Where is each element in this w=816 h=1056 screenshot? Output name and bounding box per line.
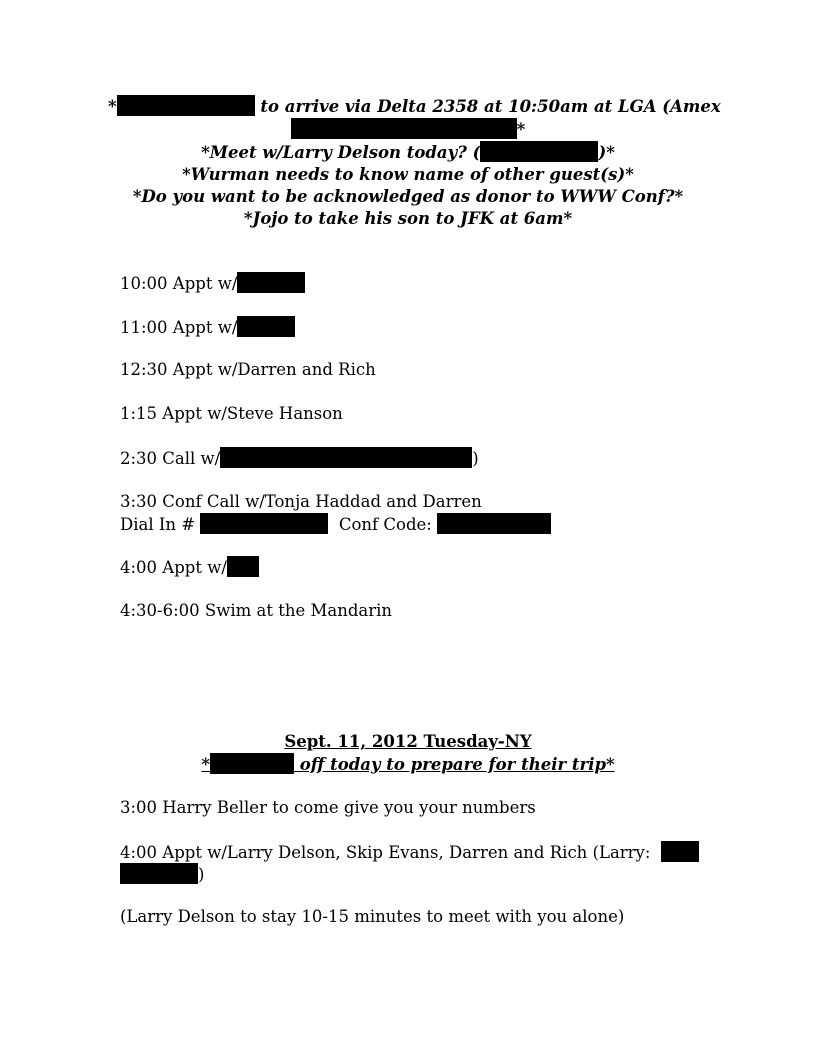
header-notes [108, 95, 721, 230]
redaction [117, 95, 255, 116]
redaction [120, 863, 198, 884]
day-title: Sept. 11, 2012 Tuesday-NY [284, 732, 532, 751]
schedule-item: 4:00 Appt w/ [120, 556, 259, 579]
redaction [237, 316, 295, 337]
schedule-item: 3:30 Conf Call w/Tonja Haddad and Darren [120, 492, 482, 511]
meet-larry-note: *Meet w/Larry Delson today? ( )* [201, 143, 615, 162]
redaction [291, 118, 517, 139]
schedule-item: 3:00 Harry Beller to come give you your numbers [120, 798, 536, 817]
day-note: * off today to prepare for their trip* [201, 755, 615, 774]
redaction [210, 753, 294, 774]
day-header [108, 731, 708, 776]
redaction [480, 141, 598, 162]
schedule-item: (Larry Delson to stay 10-15 minutes to meet with you alone) [120, 907, 625, 926]
redaction [200, 513, 328, 534]
schedule-item: 4:00 Appt w/Larry Delson, Skip Evans, Darren and Rich (Larry: [120, 841, 699, 864]
redaction [227, 556, 259, 577]
schedule-item: 11:00 Appt w/ [120, 316, 295, 339]
redaction [437, 513, 551, 534]
redaction [220, 447, 472, 468]
dial-in-line: Dial In # Conf Code: [120, 513, 551, 536]
donor-note: *Do you want to be acknowledged as donor to WWW Conf?* [132, 187, 684, 206]
schedule-item: 1:15 Appt w/Steve Hanson [120, 404, 343, 423]
wurman-note: *Wurman needs to know name of other guest(s)* [182, 165, 634, 184]
schedule-item: 2:30 Call w/ ) [120, 449, 479, 468]
redaction [661, 841, 699, 862]
schedule-item: 10:00 Appt w/ [120, 272, 305, 295]
schedule-item: 4:30-6:00 Swim at the Mandarin [120, 601, 393, 620]
redaction [237, 272, 305, 293]
arrival-note: * to arrive via Delta 2358 at 10:50am at LGA (Amex [108, 97, 721, 116]
schedule-item: 12:30 Appt w/Darren and Rich [120, 360, 376, 379]
arrival-note-cont: * [108, 118, 708, 141]
jojo-note: *Jojo to take his son to JFK at 6am* [243, 209, 573, 228]
schedule-item-cont: ) [120, 863, 204, 886]
